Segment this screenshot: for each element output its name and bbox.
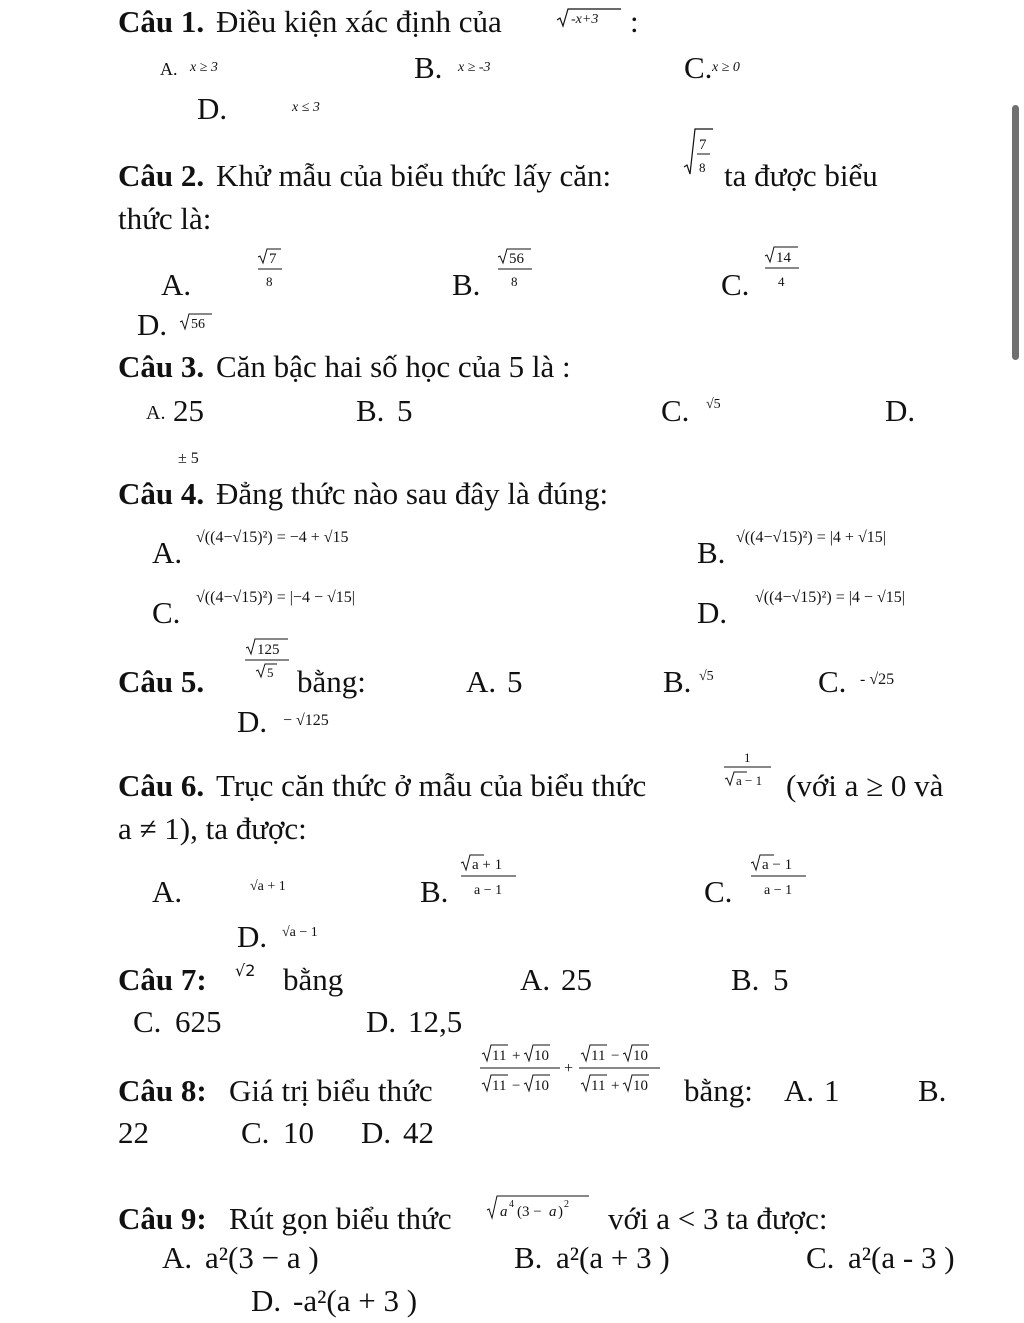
- fraction-sqrt-a-minus-1-over-a-minus-1-icon: [750, 853, 812, 899]
- q9-option-a-value: a²(3 − a ): [205, 1240, 319, 1275]
- plus-minus-value: ± 5: [178, 450, 199, 467]
- q7-option-b-value: 5: [773, 962, 789, 997]
- q4-option-d-value: √((4−√15)²) = |4 − √15|: [755, 589, 905, 606]
- q5-option-b-letter[interactable]: B.: [663, 664, 692, 699]
- q5-label: Câu 5.: [118, 664, 205, 699]
- q5-option-a-value: 5: [507, 664, 523, 699]
- svg-text:): ): [558, 1204, 563, 1220]
- q6-option-c-letter[interactable]: C.: [704, 874, 733, 909]
- q8-option-c-letter[interactable]: C.: [241, 1115, 270, 1150]
- q2-label: Câu 2.: [118, 158, 205, 193]
- q7-option-d-letter[interactable]: D.: [366, 1004, 397, 1039]
- q9-label: Câu 9:: [118, 1201, 207, 1236]
- q7-option-a-letter[interactable]: A.: [520, 962, 551, 997]
- q8-text: Giá trị biểu thức: [229, 1073, 433, 1108]
- q9-option-a-letter[interactable]: A.: [162, 1240, 193, 1275]
- svg-text:56: 56: [191, 317, 205, 332]
- svg-text:14: 14: [776, 250, 791, 266]
- svg-text:11: 11: [591, 1078, 606, 1094]
- q3-option-b-letter[interactable]: B.: [356, 393, 385, 428]
- svg-text:10: 10: [633, 1078, 648, 1094]
- q1-label: Câu 1.: [118, 4, 205, 39]
- svg-text:5: 5: [267, 665, 274, 680]
- q8-option-b-value: 22: [118, 1115, 149, 1150]
- fraction-one-over-sqrt-a-minus-1-icon: [723, 748, 775, 792]
- svg-text:8: 8: [699, 160, 706, 175]
- svg-text:a − 1: a − 1: [762, 857, 793, 873]
- svg-text:a: a: [549, 1204, 557, 1220]
- q4-text: Đẳng thức nào sau đây là đúng:: [216, 476, 609, 511]
- q3-option-a-value: 25: [173, 393, 204, 428]
- svg-text:−: −: [512, 1078, 521, 1094]
- svg-text:125: 125: [257, 642, 280, 658]
- q9-tail: với a < 3 ta được:: [608, 1201, 828, 1236]
- q7-option-c-letter[interactable]: C.: [133, 1004, 162, 1039]
- fraction-sqrt-a-plus-1-over-a-minus-1-icon: [460, 853, 522, 899]
- q8-option-a-letter[interactable]: A.: [784, 1073, 815, 1108]
- svg-text:a + 1: a + 1: [472, 857, 503, 873]
- q2-option-c-letter[interactable]: C.: [721, 267, 750, 302]
- q6-text: Trục căn thức ở mẫu của biểu thức: [216, 768, 647, 803]
- q9-option-d-value: -a²(a + 3 ): [293, 1283, 418, 1318]
- q1-option-d-letter[interactable]: D.: [197, 91, 228, 126]
- sqrt-formula-icon: [555, 6, 625, 30]
- q8-label: Câu 8:: [118, 1073, 207, 1108]
- vertical-scrollbar[interactable]: [1008, 0, 1024, 1323]
- svg-text:+: +: [564, 1060, 574, 1077]
- svg-text:11: 11: [591, 1048, 606, 1064]
- svg-text:+: +: [611, 1078, 620, 1094]
- q3-option-c-letter[interactable]: C.: [661, 393, 690, 428]
- q6-line2: a ≠ 1), ta được:: [118, 811, 307, 846]
- q1-colon: :: [630, 4, 639, 39]
- q3-option-a-letter[interactable]: A.: [146, 402, 166, 424]
- q1-option-a-value: x ≥ 3: [190, 60, 218, 75]
- svg-text:10: 10: [534, 1048, 549, 1064]
- q7-option-a-value: 25: [561, 962, 592, 997]
- q8-option-a-value: 1: [824, 1073, 840, 1108]
- q9-option-c-value: a²(a - 3 ): [848, 1240, 955, 1275]
- q2-tail: ta được biểu: [724, 158, 878, 193]
- fraction-sqrt14-over-4-icon: [764, 245, 804, 289]
- q9-option-c-letter[interactable]: C.: [806, 1240, 835, 1275]
- fraction-sqrt56-over-8-icon: [497, 247, 537, 289]
- q4-option-b-letter[interactable]: B.: [697, 535, 726, 570]
- q1-option-c-letter[interactable]: C.: [684, 50, 713, 85]
- q7-text: bằng: [283, 962, 344, 997]
- svg-text:7: 7: [269, 251, 277, 267]
- q4-option-c-letter[interactable]: C.: [152, 595, 181, 630]
- q3-option-d-value: [178, 437, 199, 468]
- svg-text:a: a: [500, 1204, 508, 1220]
- q7-expression: √2: [235, 961, 256, 980]
- sqrt-fraction-icon: [683, 127, 717, 179]
- q5-expression: [244, 636, 294, 687]
- q4-option-b-value: √((4−√15)²) = |4 + √15|: [736, 529, 886, 546]
- svg-text:4: 4: [778, 274, 785, 289]
- q3-option-b-value: 5: [397, 393, 413, 428]
- svg-text:11: 11: [492, 1048, 507, 1064]
- q2-option-a-value: [257, 247, 291, 294]
- q2-option-b-letter[interactable]: B.: [452, 267, 481, 302]
- q3-label: Câu 3.: [118, 349, 205, 384]
- q1-option-b-letter[interactable]: B.: [414, 50, 443, 85]
- q9-text: Rút gọn biểu thức: [229, 1201, 452, 1236]
- svg-text:a − 1: a − 1: [736, 773, 763, 788]
- q5-option-b-value: √5: [699, 669, 714, 684]
- q2-line2: thức là:: [118, 201, 212, 236]
- q6-condition: (với a ≥ 0 và: [786, 768, 944, 803]
- q1-option-b-value: x ≥ -3: [458, 60, 491, 75]
- q5-option-c-value: - √25: [860, 671, 895, 688]
- q6-option-d-letter[interactable]: D.: [237, 919, 268, 954]
- svg-text:56: 56: [509, 251, 524, 267]
- q8-option-c-value: 10: [283, 1115, 314, 1150]
- q8-option-d-letter[interactable]: D.: [361, 1115, 392, 1150]
- q8-option-b-letter[interactable]: B.: [918, 1073, 947, 1108]
- q2-option-d-value: [179, 311, 215, 338]
- q9-option-b-letter[interactable]: B.: [514, 1240, 543, 1275]
- q5-text: bằng:: [297, 664, 366, 699]
- q9-option-b-value: a²(a + 3 ): [556, 1240, 670, 1275]
- q6-option-a-letter[interactable]: A.: [152, 874, 183, 909]
- q6-option-b-letter[interactable]: B.: [420, 874, 449, 909]
- q6-option-d-value: √a − 1: [282, 925, 318, 940]
- svg-text:10: 10: [534, 1078, 549, 1094]
- q7-label: Câu 7:: [118, 962, 207, 997]
- svg-text:2: 2: [564, 1199, 569, 1210]
- q2-option-d-letter[interactable]: D.: [137, 307, 168, 342]
- svg-text:a − 1: a − 1: [764, 883, 793, 898]
- fraction-sqrt125-over-sqrt5-icon: [244, 636, 294, 682]
- q6-option-b-value: [460, 853, 522, 904]
- q1-option-a-letter[interactable]: A.: [160, 59, 178, 79]
- svg-text:+: +: [512, 1048, 521, 1064]
- q2-option-b-value: [497, 247, 537, 294]
- q6-expression: [723, 748, 775, 797]
- q3-option-c-value: √5: [706, 397, 721, 412]
- q9-option-d-letter[interactable]: D.: [251, 1283, 282, 1318]
- q2-expression: [683, 127, 717, 184]
- q1-expression: [555, 6, 625, 35]
- q3-text: Căn bậc hai số học của 5 là :: [216, 349, 571, 384]
- svg-text:−: −: [611, 1048, 620, 1064]
- q8-expression: [478, 1040, 673, 1109]
- q6-label: Câu 6.: [118, 768, 205, 803]
- sqrt56-icon: [179, 311, 215, 333]
- sqrt-a4-formula-icon: [485, 1190, 593, 1224]
- q4-label: Câu 4.: [118, 476, 205, 511]
- q5-option-a-letter[interactable]: A.: [466, 664, 497, 699]
- q1-option-c-value: x ≥ 0: [712, 60, 740, 75]
- q7-option-d-value: 12,5: [408, 1004, 463, 1039]
- svg-text:-x+3: -x+3: [571, 12, 599, 27]
- q4-option-d-letter[interactable]: D.: [697, 595, 728, 630]
- q4-option-c-value: √((4−√15)²) = |−4 − √15|: [196, 589, 355, 606]
- fraction-sqrt7-over-8-icon: [257, 247, 291, 289]
- q9-expression: [485, 1190, 593, 1229]
- svg-text:7: 7: [699, 137, 707, 153]
- q5-option-d-value: − √125: [283, 712, 329, 729]
- q8-tail: bằng:: [684, 1073, 753, 1108]
- scrollbar-thumb[interactable]: [1012, 105, 1019, 360]
- q5-option-d-letter[interactable]: D.: [237, 704, 268, 739]
- q7-option-b-letter[interactable]: B.: [731, 962, 760, 997]
- q2-text: Khử mẫu của biểu thức lấy căn:: [216, 158, 612, 193]
- svg-text:8: 8: [511, 274, 518, 289]
- q7-option-c-value: 625: [175, 1004, 222, 1039]
- svg-text:4: 4: [509, 1199, 514, 1210]
- q6-option-a-value: √a + 1: [250, 879, 286, 894]
- svg-text:(3 −: (3 −: [517, 1204, 542, 1220]
- q1-text: Điều kiện xác định của: [216, 4, 502, 39]
- svg-text:a − 1: a − 1: [474, 883, 503, 898]
- q2-option-a-letter[interactable]: A.: [161, 267, 192, 302]
- svg-text:1: 1: [744, 750, 751, 765]
- q6-option-c-value: [750, 853, 812, 904]
- q8-option-d-value: 42: [403, 1115, 434, 1150]
- q4-option-a-letter[interactable]: A.: [152, 535, 183, 570]
- q1-option-d-value: x ≤ 3: [292, 100, 320, 115]
- svg-text:8: 8: [266, 274, 273, 289]
- q4-option-a-value: √((4−√15)²) = −4 + √15: [196, 529, 349, 546]
- q3-option-d-letter[interactable]: D.: [885, 393, 916, 428]
- q5-option-c-letter[interactable]: C.: [818, 664, 847, 699]
- q2-option-c-value: [764, 245, 804, 294]
- sum-of-fractions-formula-icon: [478, 1040, 673, 1104]
- svg-text:11: 11: [492, 1078, 507, 1094]
- svg-text:10: 10: [633, 1048, 648, 1064]
